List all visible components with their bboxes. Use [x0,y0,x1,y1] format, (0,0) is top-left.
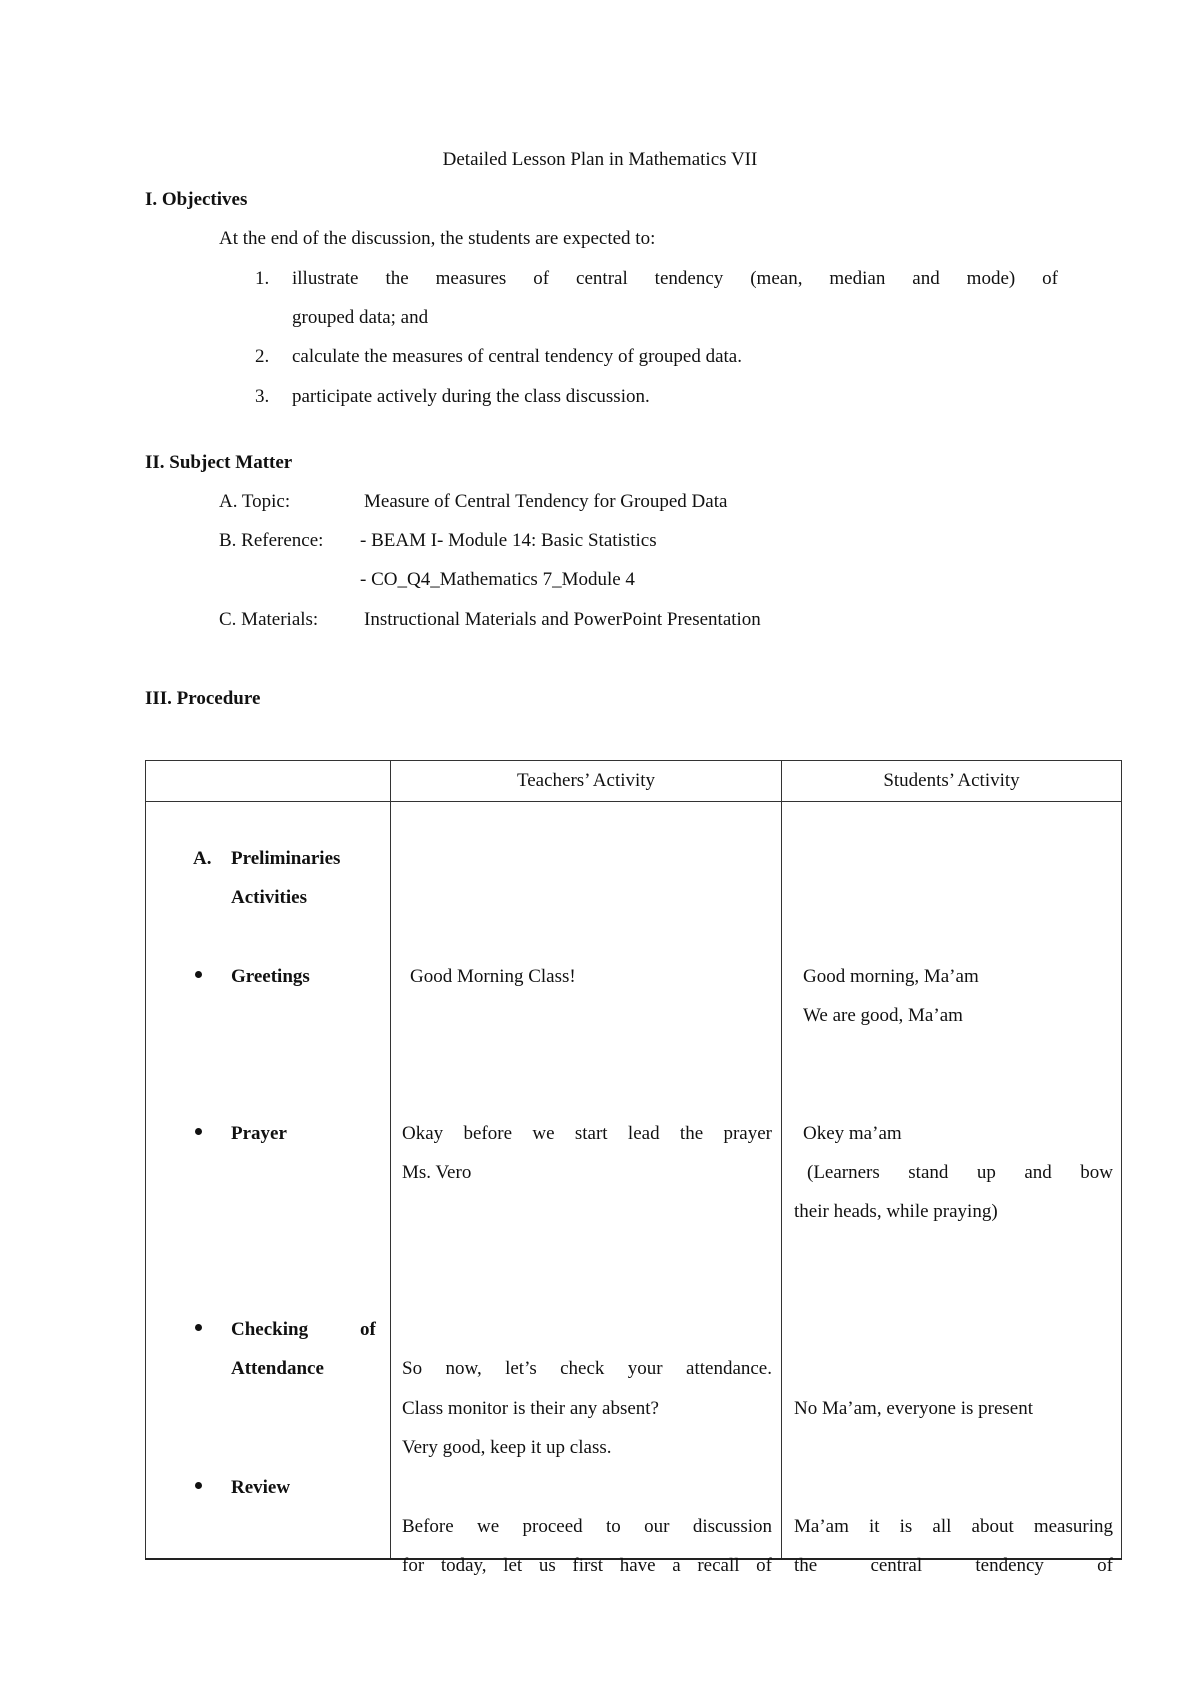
reference-value: - CO_Q4_Mathematics 7_Module 4 [360,569,635,590]
objectives-intro: At the end of the discussion, the students are expected to: [219,228,656,249]
materials-label: C. Materials: [219,609,319,630]
student-greeting-line: We are good, Ma’am [803,1005,963,1026]
table-header-empty [146,761,391,802]
document-title: Detailed Lesson Plan in Mathematics VII [442,149,758,170]
objective-item-text: illustrate the measures of central tendency (mean, median and mode) of [292,268,1058,289]
student-prayer-line: Okey ma’am [803,1123,902,1144]
subject-matter-heading: II. Subject Matter [145,452,293,473]
topic-label: A. Topic: [219,491,291,512]
student-review-line: the central tendency of [794,1555,1113,1576]
activity-prayer: Prayer [231,1123,287,1144]
reference-label: B. Reference: [219,530,324,551]
activities-column [146,802,391,1560]
student-review-line: Ma’am it is all about measuring [794,1516,1113,1537]
topic-value: Measure of Central Tendency for Grouped Data [364,491,728,512]
materials-value: Instructional Materials and PowerPoint Presentation [364,609,761,630]
activity-review: Review [231,1477,291,1498]
activity-checking-of: of [360,1319,376,1340]
bullet-icon [195,1482,202,1489]
students-activity-column [782,802,1122,1576]
objectives-heading: I. Objectives [145,189,248,210]
table-header-row [146,761,1122,802]
activity-checking: Checking [231,1319,309,1340]
teacher-review-line: Before we proceed to our discussion [402,1516,772,1537]
objective-item-text: calculate the measures of central tendency of grouped data. [292,346,742,367]
activity-attendance: Attendance [231,1358,324,1379]
student-prayer-line: (Learners stand up and bow [807,1162,1113,1183]
section-letter: A. [193,848,212,869]
bullet-icon [195,1128,202,1135]
table-header-teachers-activity: Teachers’ Activity [391,761,782,802]
student-greeting-line: Good morning, Ma’am [803,966,979,987]
student-prayer-line: their heads, while praying) [794,1201,998,1222]
teacher-greeting: Good Morning Class! [410,966,576,987]
teacher-prayer-line: Ms. Vero [402,1162,472,1183]
objective-number: 1. [255,268,270,289]
student-attendance-answer: No Ma’am, everyone is present [794,1398,1034,1419]
section-title-continued: Activities [231,887,307,908]
objective-item-text: participate actively during the class discussion. [292,386,650,407]
bullet-icon [195,971,202,978]
teacher-review-line: for today, let us first have a recall of [402,1555,772,1576]
reference-value: - BEAM I- Module 14: Basic Statistics [360,530,657,551]
teachers-activity-column [391,802,782,1576]
teacher-prayer-line: Okay before we start lead the prayer [402,1123,772,1144]
objective-number: 3. [255,386,270,407]
procedure-heading: III. Procedure [145,688,261,709]
table-row [146,802,1122,1560]
objective-number: 2. [255,346,270,367]
activity-greetings: Greetings [231,966,310,987]
teacher-attendance-line: Very good, keep it up class. [402,1437,612,1458]
teacher-attendance-line: Class monitor is their any absent? [402,1398,659,1419]
table-header-students-activity: Students’ Activity [782,761,1122,802]
objective-item-text-continued: grouped data; and [292,307,429,328]
teacher-attendance-line: So now, let’s check your attendance. [402,1358,772,1379]
section-title: Preliminaries [231,848,341,869]
bullet-icon [195,1324,202,1331]
procedure-table [145,760,1122,1576]
